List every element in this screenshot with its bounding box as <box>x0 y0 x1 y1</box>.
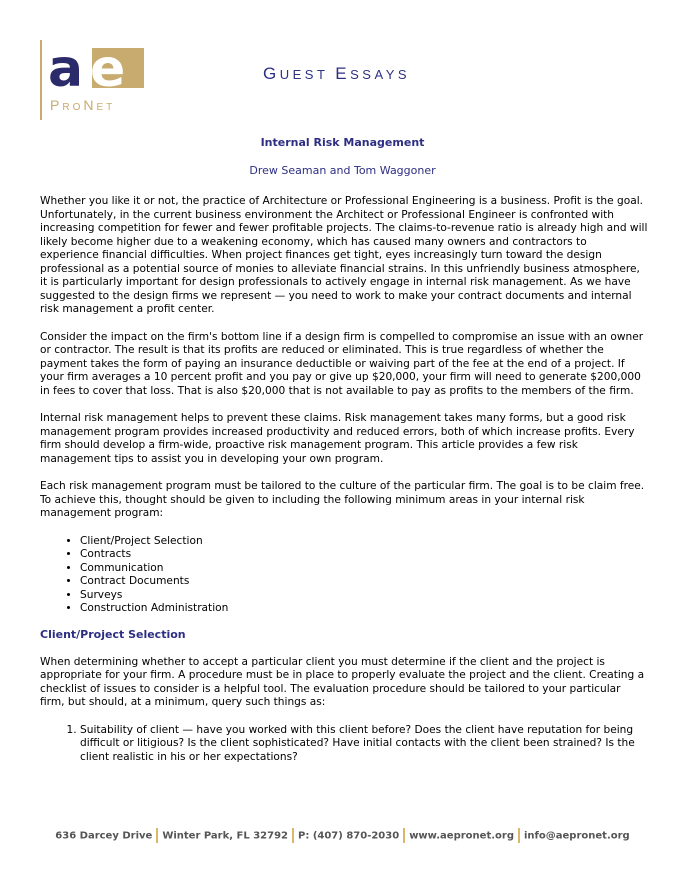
svg-text:a: a <box>48 40 80 99</box>
paragraph: Whether you like it or not, the practice of Architecture or Professional Engineering is a business. Profit is the goal. Unfortunately, in the current business environment the Architect or Professional Engineer is confronted with increasing competition for fewer and fewer profitable projects. The claims-to-revenue ratio is already high and will likely become higher due to a weakening economy, which has caused many owners and contractors to experience financial difficulties. When project finances get tight, eyes increasingly turn toward the design professional as a potential source of monies to alleviate financial strains. In this unfriendly business atmosphere, it is particularly important for design professionals to actively engage in internal risk management. As we have suggested to the design firms we represent — you need to work to make your contract documents and internal risk management a profit center. <box>40 195 648 315</box>
list-item: • Surveys <box>80 589 648 603</box>
list-item: • Construction Administration <box>80 602 648 616</box>
footer-phone: P: (407) 870-2030 <box>298 830 400 842</box>
section-heading: Client/Project Selection <box>40 628 186 642</box>
svg-text:e: e <box>90 40 122 99</box>
aepronet-logo <box>40 40 152 120</box>
paragraph: When determining whether to accept a particular client you must determine if the client and the project is appropriate for your firm. A procedure must be in place to properly evaluate the project and the client. Creating a checklist of issues to consider is a helpful tool. The evaluation procedure should be tailored to your particular firm, but should, at a minimum, query such things as: <box>40 655 645 709</box>
divider <box>156 828 158 843</box>
list-item: • Communication <box>80 562 648 576</box>
article-body <box>40 195 648 764</box>
article-authors: Drew Seaman and Tom Waggoner <box>249 164 436 177</box>
footer-website[interactable]: www.aepronet.org <box>409 830 514 842</box>
divider <box>403 828 405 843</box>
paragraph: Internal risk management helps to prevent these claims. Risk management takes many forms, but a good risk management program provides increased productivity and reduced errors, both of which increase profits. Every firm should develop a firm-wide, proactive risk management program. This article provides a few risk management tips to assist you in developing your own program. <box>40 412 635 465</box>
list-item: 1. Suitability of client — have you worked with this client before? Does the client have reputation for being difficult or litigious? Is the client sophisticated? Have initial contacts with the client been strained? Is the client realistic in his or her expectations? <box>80 724 648 765</box>
divider <box>518 828 520 843</box>
footer <box>0 828 685 843</box>
numbered-list <box>40 724 648 765</box>
list-item: • Client/Project Selection <box>80 535 648 549</box>
section-title: GUEST ESSAYS <box>263 64 411 83</box>
svg-text:PRONET: PRONET <box>50 97 116 113</box>
footer-address: 636 Darcey Drive <box>55 830 153 842</box>
paragraph: Consider the impact on the firm's bottom line if a design firm is compelled to compromise an issue with an owner or contractor. The result is that its profits are reduced or eliminated. This is true regardless of whether the payment takes the form of paying an insurance deductible or waiving part of the fee at the end of a project. If your firm averages a 10 percent profit and you pay or give up $20,000, your firm will need to generate $200,000 in fees to cover that loss. That is also $20,000 that is not available to pay as profits to the members of the firm. <box>40 330 644 397</box>
footer-city: Winter Park, FL 32792 <box>162 830 289 842</box>
article-title: Internal Risk Management <box>260 136 425 149</box>
paragraph: Each risk management program must be tailored to the culture of the particular firm. The goal is to be claim free. To achieve this, thought should be given to including the following minimum areas in your internal risk management program: <box>40 480 645 519</box>
list-item: • Contract Documents <box>80 575 648 589</box>
divider <box>292 828 294 843</box>
list-item: • Contracts <box>80 548 648 562</box>
footer-email[interactable]: info@aepronet.org <box>524 830 630 842</box>
areas-list <box>40 535 648 617</box>
